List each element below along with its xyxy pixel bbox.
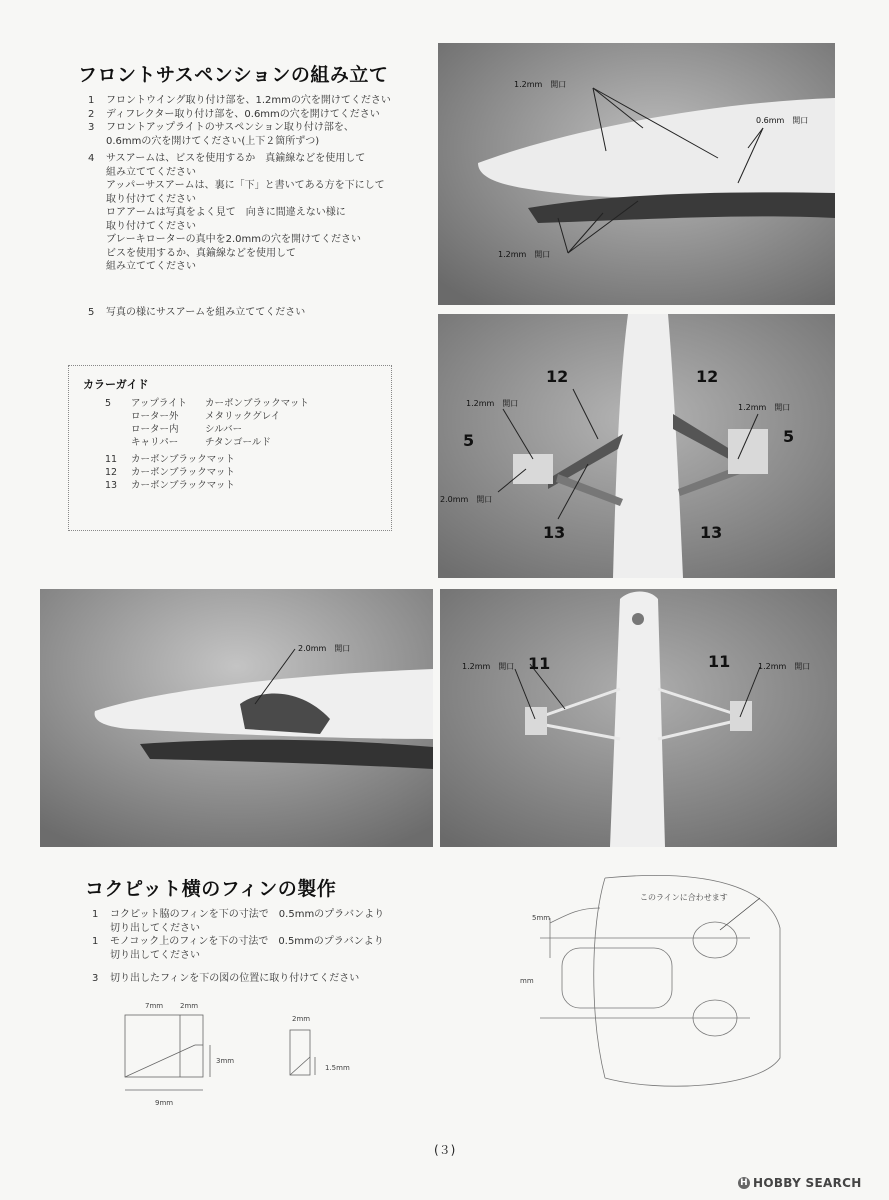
dim-small: mm xyxy=(520,977,534,985)
drill-label-left: 1.2mm 開口 xyxy=(462,662,515,671)
drill-label-right: 1.2mm 開口 xyxy=(758,662,811,671)
hobby-search-watermark xyxy=(738,1176,862,1190)
fin-large-bounding-rect xyxy=(125,1015,203,1077)
front-suspension-steps xyxy=(88,94,433,274)
nose-hole xyxy=(632,613,644,625)
drill-label-right: 1.2mm 開口 xyxy=(738,403,791,412)
step-row: ロアアームは写真をよく見て 向きに間違えない様に xyxy=(106,207,346,218)
photo-front-suspension-top xyxy=(438,314,835,578)
photo-lower-arms-illustration xyxy=(440,589,837,847)
pointer-line xyxy=(720,898,760,930)
page-number: (３) xyxy=(434,1143,456,1157)
step-row: ビスを使用するか、真鍮線などを使用して xyxy=(106,247,296,259)
color-guide-title: カラーガイド xyxy=(83,378,149,391)
step-row: 切り出してください xyxy=(110,922,200,934)
fin-dim-w1: 7mm xyxy=(145,1002,164,1010)
color-guide-row: 11 カーボンブラックマット xyxy=(105,454,235,465)
photo-suspension-illustration xyxy=(438,314,835,578)
fin-dim-h2: 1.5mm xyxy=(325,1064,350,1072)
part-number-11-right: 11 xyxy=(708,652,731,671)
part-number-5-left: 5 xyxy=(463,431,475,450)
step-row: 3 フロントアップライトのサスペンション取り付け部を、 xyxy=(88,122,354,133)
photo-nose-drill-points xyxy=(438,43,835,305)
part-number-5-right: 5 xyxy=(783,427,795,446)
step-row: 組み立ててください xyxy=(106,261,196,272)
color-guide-box xyxy=(68,365,392,531)
step-row: 取り付けてください xyxy=(106,220,196,232)
dim-5mm: 5mm xyxy=(532,914,551,922)
section-title-front-suspension: フロントサスペンションの組み立て xyxy=(78,64,389,86)
left-upright-shape xyxy=(525,707,547,735)
photo-nose-side-illustration xyxy=(40,589,433,847)
color-guide-row: キャリパー チタンゴールド xyxy=(131,437,271,448)
sidepod-left xyxy=(693,922,737,958)
color-guide-row: 5 アップライト カーボンブラックマット xyxy=(105,398,309,409)
hobby-search-logo-icon: H xyxy=(738,1177,750,1189)
fin-dimension-diagram xyxy=(110,995,390,1125)
part-number-12-right: 12 xyxy=(696,367,719,386)
part-number-13-right: 13 xyxy=(700,523,723,542)
photo-nose-illustration xyxy=(438,43,835,305)
step-row: 4 サスアームは、ビスを使用するか 真鍮線などを使用して xyxy=(88,153,366,164)
fin-small-bounding-rect xyxy=(290,1030,310,1075)
step-row: 組み立ててください xyxy=(106,166,196,178)
body-outline xyxy=(605,875,780,1086)
photo-nose-side-profile xyxy=(40,589,433,847)
color-guide-row: 13 カーボンブラックマット xyxy=(105,480,235,491)
step-row: 3 切り出したフィンを下の図の位置に取り付けてください xyxy=(92,973,360,984)
step-5: 5 写真の様にサスアームを組み立ててください xyxy=(88,307,306,318)
fin-dim-w2: 2mm xyxy=(180,1002,199,1010)
step-row: 切り出してください xyxy=(110,949,200,961)
alignment-note: このラインに合わせます xyxy=(640,893,728,902)
step-row: 2 ディフレクター取り付け部を、0.6mmの穴を開けてください xyxy=(88,108,380,120)
cockpit-fin-steps xyxy=(92,908,452,986)
part-number-12-left: 12 xyxy=(546,367,569,386)
color-guide-row: ローター外 メタリックグレイ xyxy=(131,411,281,422)
fin-dim-w3: 2mm xyxy=(292,1015,311,1023)
step-row: アッパーサスアームは、裏に「下」と書いてある方を下にして xyxy=(106,180,385,191)
step-row: 1 コクピット脇のフィンを下の寸法で 0.5mmのプラバンより xyxy=(92,909,385,920)
part-number-13-left: 13 xyxy=(543,523,566,542)
watermark-text: HOBBY SEARCH xyxy=(753,1176,862,1190)
color-guide-row: 12 カーボンブラックマット xyxy=(105,467,235,478)
fin-small-hypotenuse xyxy=(290,1057,310,1075)
drill-label-bottom: 2.0mm 開口 xyxy=(440,495,493,504)
fin-outline xyxy=(550,908,600,923)
color-guide-row: ローター内 シルバー xyxy=(131,424,243,435)
drill-label: 2.0mm 開口 xyxy=(298,644,351,653)
section-title-cockpit-fin: コクピット横のフィンの製作 xyxy=(85,878,337,900)
fin-large-hypotenuse xyxy=(125,1045,195,1077)
drill-label-right: 0.6mm 開口 xyxy=(756,116,809,125)
step-row: 0.6mmの穴を開けてください(上下２箇所ずつ) xyxy=(106,135,320,147)
drill-label-left: 1.2mm 開口 xyxy=(466,399,519,408)
drill-label-bottom: 1.2mm 開口 xyxy=(498,250,551,259)
step-row: ブレーキローターの真中を2.0mmの穴を開けてください xyxy=(106,234,361,245)
fin-dim-h1: 3mm xyxy=(216,1057,235,1065)
step-row: 1 フロントウイング取り付け部を、1.2mmの穴を開けてください xyxy=(88,95,391,106)
step-row: 取り付けてください xyxy=(106,193,196,205)
part-number-11-left: 11 xyxy=(528,654,551,673)
fin-dim-total: 9mm xyxy=(155,1099,174,1107)
cockpit-opening xyxy=(562,948,672,1008)
step-row: 1 モノコック上のフィンを下の寸法で 0.5mmのプラバンより xyxy=(92,936,384,947)
cockpit-layout-diagram xyxy=(510,868,810,1098)
right-upright-shape xyxy=(730,701,752,731)
drill-label-top: 1.2mm 開口 xyxy=(514,80,567,89)
photo-lower-arms-top xyxy=(440,589,837,847)
